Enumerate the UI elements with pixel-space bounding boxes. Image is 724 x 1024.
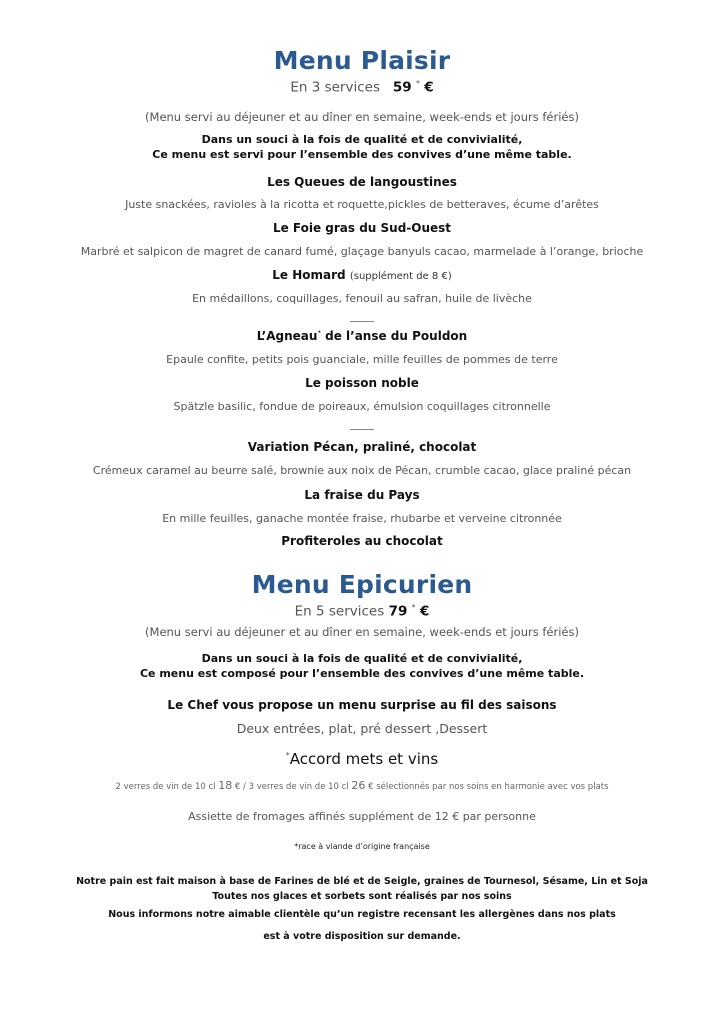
- dish-supplement: (supplément de 8 €): [349, 271, 452, 282]
- dish-agneau-line: [0, 329, 724, 343]
- epicurien-currency: €: [419, 603, 430, 620]
- epicurien-services: En 5 services: [294, 603, 385, 620]
- dish-name: Les Queues de langoustines: [267, 175, 457, 189]
- epicurien-courses: Deux entrées, plat, pré dessert ,Dessert: [236, 721, 488, 736]
- plaisir-price-line: [0, 79, 724, 96]
- footer-allergens: Nous informons notre aimable clientèle qu’un registre recensant les allergènes dans nos plats: [108, 909, 616, 920]
- dish-name: Le Foie gras du Sud-Ouest: [272, 221, 452, 235]
- dish-description: Marbré et salpicon de magret de canard fumé, glaçage banyuls cacao, marmelade à l’orange, brioche: [80, 245, 644, 258]
- dish-name-suffix: de l’anse du Pouldon: [320, 329, 468, 343]
- accord-asterisk: *: [285, 751, 290, 760]
- plaisir-notice-line1: Dans un souci à la fois de qualité et de convivialité,: [201, 133, 523, 146]
- plaisir-price-asterisk: *: [415, 79, 420, 88]
- footer-ice-cream: Toutes nos glaces et sorbets sont réalisés par nos soins: [212, 891, 512, 902]
- plaisir-notice-line2: Ce menu est servi pour l’ensemble des convives d’une même table.: [152, 148, 572, 161]
- plaisir-title: Menu Plaisir: [273, 46, 451, 75]
- plaisir-price: 59: [392, 79, 412, 96]
- dish-name: Le Homard: [272, 268, 346, 282]
- accord-part2: € / 3 verres de vin de 10 cl: [232, 782, 352, 792]
- epicurien-price: 79: [388, 603, 408, 620]
- dish-description: Epaule confite, petits pois guanciale, mille feuilles de pommes de terre: [166, 353, 558, 366]
- footer-availability: est à votre disposition sur demande.: [263, 931, 461, 942]
- accord-title: Accord mets et vins: [289, 750, 439, 768]
- accord-price-1: 18: [218, 779, 233, 792]
- footer-bread: Notre pain est fait maison à base de Farines de blé et de Seigle, graines de Tournesol, Sésame, Lin et Soja: [76, 876, 648, 887]
- race-note: *race à viande d’origine française: [294, 842, 430, 851]
- epicurien-title: Menu Epicurien: [251, 570, 473, 599]
- epicurien-price-line: [0, 603, 724, 620]
- dish-asterisk: *: [317, 329, 321, 337]
- dish-description: En médaillons, coquillages, fenouil au safran, huile de livèche: [192, 292, 532, 305]
- plaisir-currency: €: [424, 79, 434, 96]
- section-separator: [350, 321, 374, 322]
- epicurien-notice-line1: Dans un souci à la fois de qualité et de convivialité,: [201, 652, 523, 665]
- plaisir-services: En 3 services: [290, 79, 380, 96]
- dish-description: Juste snackées, ravioles à la ricotta et roquette,pickles de betteraves, écume d’arêtes: [125, 198, 599, 211]
- plaisir-note: (Menu servi au déjeuner et au dîner en semaine, week-ends et jours fériés): [145, 110, 579, 124]
- dish-name: Profiteroles au chocolat: [281, 534, 443, 548]
- epicurien-surprise: Le Chef vous propose un menu surprise au fil des saisons: [167, 698, 557, 712]
- accord-price-2: 26: [351, 779, 366, 792]
- accord-part1: 2 verres de vin de 10 cl: [115, 782, 219, 792]
- cheese-supplement: Assiette de fromages affinés supplément de 12 € par personne: [188, 810, 536, 823]
- dish-description: En mille feuilles, ganache montée fraise, rhubarbe et verveine citronnée: [162, 512, 562, 525]
- accord-detail: [0, 779, 724, 792]
- dish-description: Spätzle basilic, fondue de poireaux, émulsion coquillages citronnelle: [173, 400, 551, 413]
- dish-name: Variation Pécan, praliné, chocolat: [247, 440, 477, 454]
- accord-part3: € sélectionnés par nos soins en harmonie avec vos plats: [365, 782, 609, 792]
- epicurien-note: (Menu servi au déjeuner et au dîner en semaine, week-ends et jours fériés): [145, 625, 579, 639]
- accord-title-line: [0, 750, 724, 768]
- epicurien-notice-line2: Ce menu est composé pour l’ensemble des convives d’une même table.: [139, 667, 585, 680]
- section-separator: [350, 429, 374, 430]
- dish-homard-line: [0, 268, 724, 282]
- dish-name: La fraise du Pays: [304, 488, 420, 502]
- dish-description: Crémeux caramel au beurre salé, brownie aux noix de Pécan, crumble cacao, glace praliné pécan: [92, 464, 632, 477]
- dish-name: L’Agneau: [256, 329, 318, 343]
- dish-name: Le poisson noble: [305, 376, 419, 390]
- epicurien-price-asterisk: *: [411, 603, 416, 612]
